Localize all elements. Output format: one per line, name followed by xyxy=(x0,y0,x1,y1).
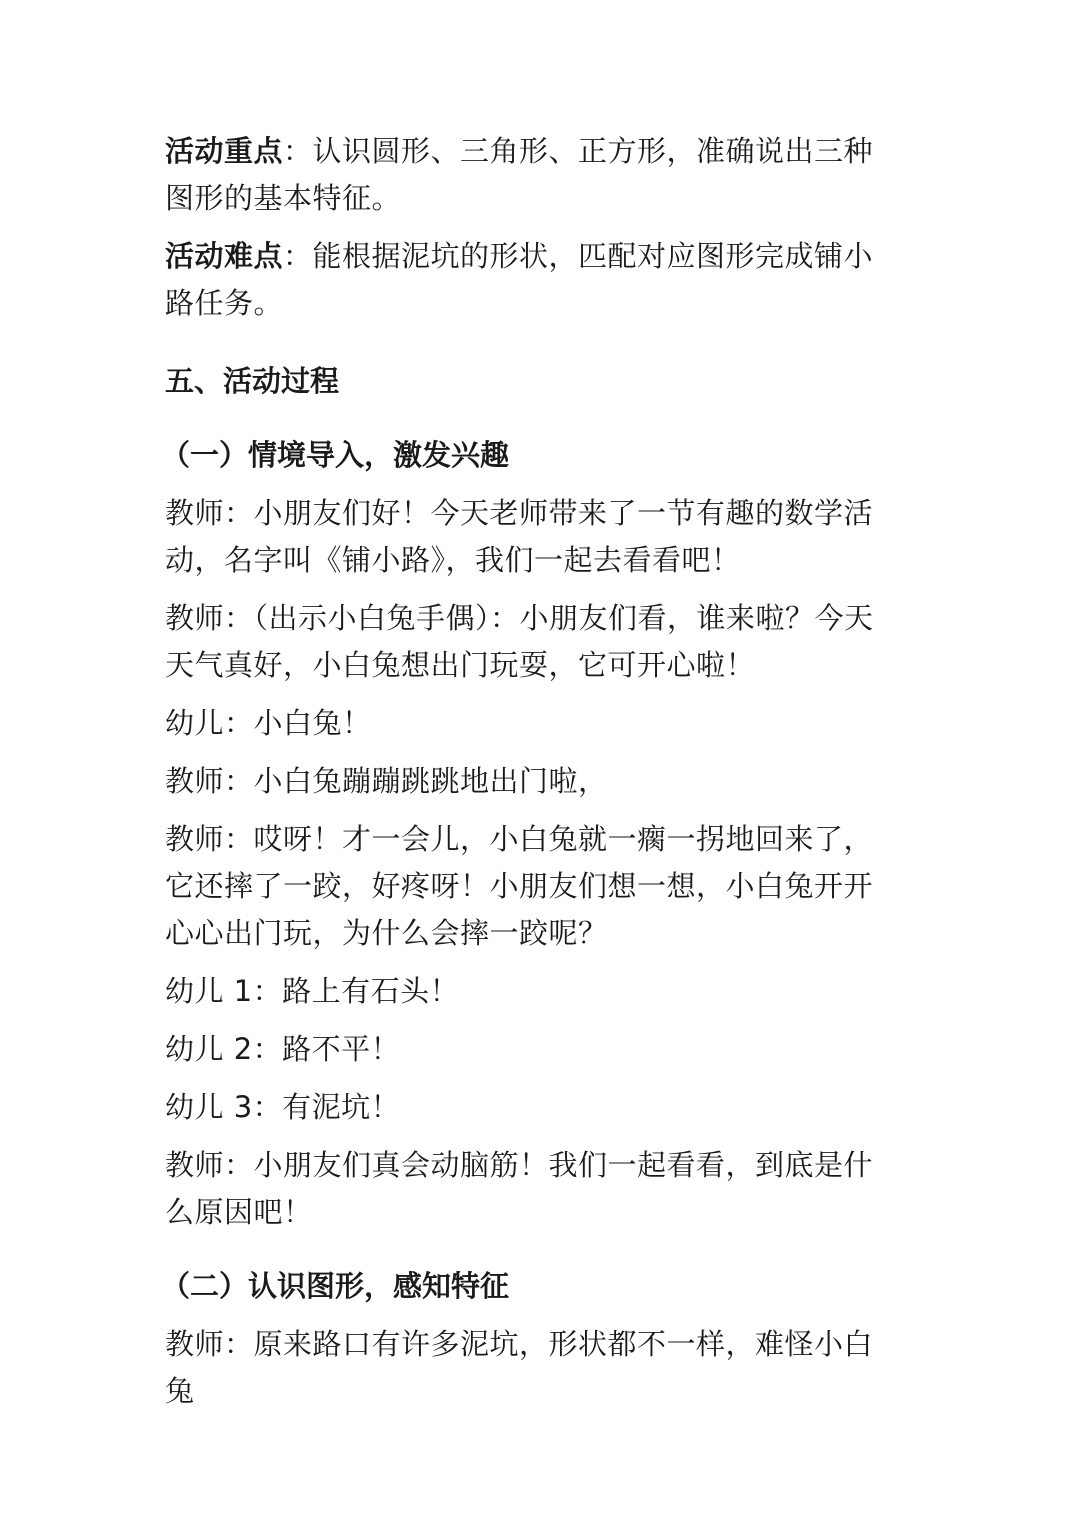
subsection-title-1: （一）情境导入，激发兴趣 xyxy=(161,438,510,472)
key-point-paragraph xyxy=(165,128,895,222)
document-page xyxy=(161,128,895,1426)
section-title: 五、活动过程 xyxy=(165,364,340,398)
dialogue-paragraph: 教师：小朋友们真会动脑筋！我们一起看看，到底是什么原因吧！ xyxy=(165,1148,874,1229)
dialogue-paragraph: 幼儿：小白兔！ xyxy=(165,706,372,740)
dialogue-paragraph: 幼儿 1：路上有石头！ xyxy=(165,974,460,1008)
dialogue-paragraph: 教师：小朋友们好！今天老师带来了一节有趣的数学活动，名字叫《铺小路》，我们一起去看看吧！ xyxy=(165,496,874,577)
key-point-text: ：认识圆形、三角形、正方形，准确说出三种图形的基本特征。 xyxy=(165,134,874,215)
dialogue-paragraph: 幼儿 2：路不平！ xyxy=(165,1032,401,1066)
dialogue-paragraph: 教师：哎呀！才一会儿，小白兔就一瘸一拐地回来了，它还摔了一跤，好疼呀！小朋友们想一想，小白兔开开心心出门玩，为什么会摔一跤呢？ xyxy=(165,822,874,950)
difficult-point-text: ：能根据泥坑的形状，匹配对应图形完成铺小路任务。 xyxy=(165,239,874,320)
dialogue-paragraph: 教师：原来路口有许多泥坑，形状都不一样，难怪小白兔 xyxy=(165,1327,874,1408)
dialogue-paragraph: 教师：小白兔蹦蹦跳跳地出门啦， xyxy=(165,764,608,798)
dialogue-paragraph: 幼儿 3：有泥坑！ xyxy=(165,1090,401,1124)
subsection-title-2: （二）认识图形，感知特征 xyxy=(161,1269,510,1303)
dialogue-paragraph: 教师：（出示小白兔手偶）：小朋友们看，谁来啦？今天天气真好，小白兔想出门玩耍，它可开心啦！ xyxy=(165,601,874,682)
difficult-point-label: 活动难点 xyxy=(165,239,284,273)
difficult-point-paragraph xyxy=(165,233,895,327)
key-point-label: 活动重点 xyxy=(165,134,284,168)
